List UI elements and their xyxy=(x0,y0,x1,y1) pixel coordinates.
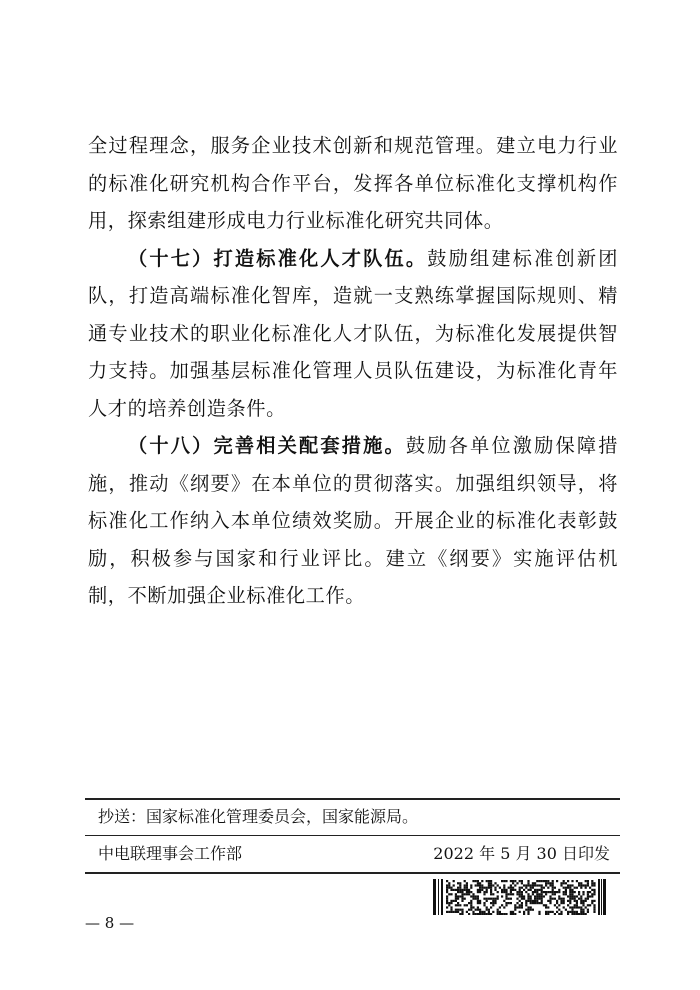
paragraph-section-17 xyxy=(88,240,618,428)
paragraph-section-18 xyxy=(88,427,618,615)
footer-middle-rule xyxy=(85,835,620,836)
cc-line: 抄送：国家标准化管理委员会，国家能源局。 xyxy=(98,807,419,826)
issuer-row xyxy=(98,842,610,866)
section-17-heading: （十七）打造标准化人才队伍。 xyxy=(128,246,428,270)
barcode-icon xyxy=(433,879,606,915)
page-number: — 8 — xyxy=(85,914,135,932)
section-18-text: 鼓励各单位激励保障措施，推动《纲要》在本单位的贯彻落实。加强组织领导，将标准化工作纳入本单位绩效奖励。开展企业的标准化表彰鼓励，积极参与国家和行业评比。建立《纲要》实施评估机制，不断加强企业标准化工作。 xyxy=(88,434,619,607)
section-17-text: 鼓励组建标准创新团队，打造高端标准化智库，造就一支熟练掌握国际规则、精通专业技术的职业化标准化人才队伍，为标准化发展提供智力支持。加强基层标准化管理人员队伍建设，为标准化青年人才的培养创造条件。 xyxy=(88,246,618,420)
issue-date: 2022 年 5 月 30 日印发 xyxy=(433,844,610,863)
document-body xyxy=(88,127,618,615)
footer-top-rule xyxy=(85,798,620,800)
section-18-heading: （十八）完善相关配套措施。 xyxy=(128,434,406,457)
footer-bottom-rule xyxy=(85,872,620,874)
issuer-name: 中电联理事会工作部 xyxy=(98,844,243,863)
paragraph-continuation: 全过程理念，服务企业技术创新和规范管理。建立电力行业的标准化研究机构合作平台，发挥各单位标准化支撑机构作用，探索组建形成电力行业标准化研究共同体。 xyxy=(88,134,618,232)
